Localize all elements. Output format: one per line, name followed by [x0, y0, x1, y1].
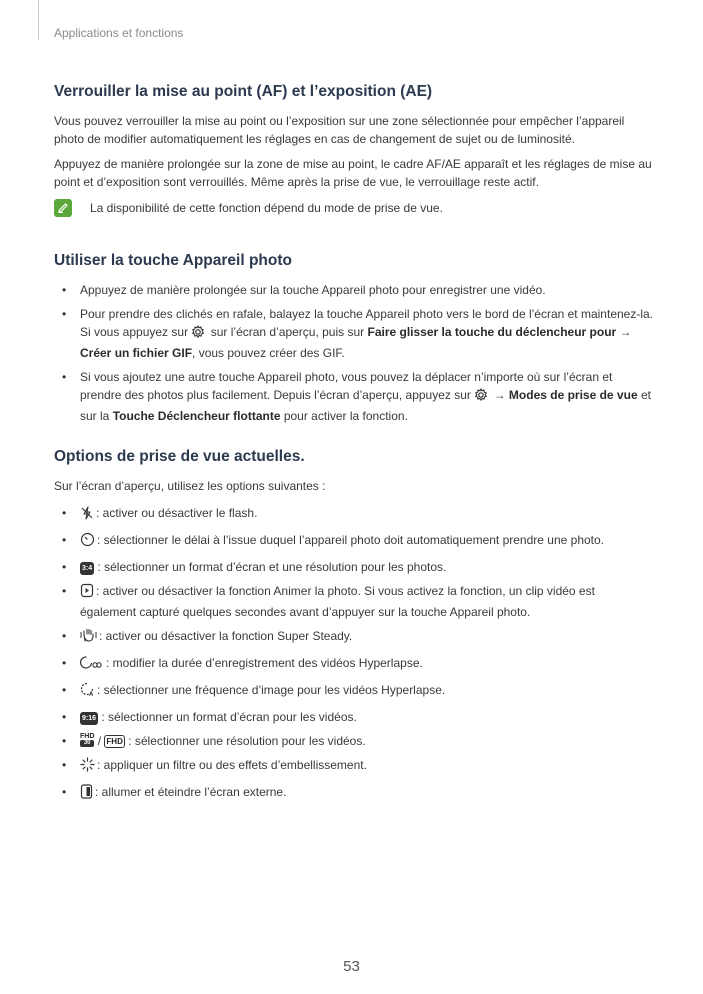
section-title-camera-button: Utiliser la touche Appareil photo	[54, 252, 292, 269]
list-item: • : activer ou désactiver la fonction Super Steady.	[54, 627, 654, 648]
list-item: • Appuyez de manière prolongée sur la touche Appareil photo pour enregistrer une vidéo.	[54, 281, 654, 299]
list-item: • FHD 30 / FHD : sélectionner une résolution pour les vidéos.	[54, 732, 654, 750]
note-pencil-icon	[54, 199, 72, 217]
hyperlapse-duration-icon	[80, 655, 104, 675]
paragraph: Appuyez de manière prolongée sur la zone de mise au point, le cadre AF/AE apparaît et les réglages de mise au point et d’exposition sont verrouillés. Même après la prise de vue, le verrouillage reste actif.	[54, 157, 652, 189]
margin-rule	[38, 0, 39, 40]
list-item: • 3:4 : sélectionner un format d’écran et une résolution pour les photos.	[54, 558, 654, 576]
fhd-icon: FHD	[106, 737, 123, 746]
list-item: • : activer ou désactiver le flash.	[54, 504, 654, 525]
list-item: • Pour prendre des clichés en rafale, balayez la touche Appareil photo vers le bord de l’écran et maintenez-la. Si vous appuyez sur sur l’écran d’aperçu, puis sur Faire glisser la touche du déclencheur pour → Créer un fichier GIF, vous pouvez créer des GIF.	[54, 305, 654, 362]
page-number: 53	[343, 958, 360, 975]
note-text: La disponibilité de cette fonction dépend du mode de prise de vue.	[90, 201, 443, 215]
section-title-options: Options de prise de vue actuelles.	[54, 448, 305, 465]
list-item: • : allumer et éteindre l’écran externe.	[54, 783, 654, 804]
external-screen-icon	[80, 784, 93, 804]
list-item: • A : sélectionner une fréquence d’image pour les vidéos Hyperlapse.	[54, 681, 654, 702]
list-item: • : appliquer un filtre ou des effets d’embellissement.	[54, 756, 654, 777]
svg-text:A: • A	[89, 692, 94, 697]
filter-effects-icon	[80, 757, 95, 777]
settings-gear-icon	[474, 388, 488, 407]
timer-icon	[80, 532, 95, 552]
paragraph: Vous pouvez verrouiller la mise au point ou l’exposition sur une zone sélectionnée pour empêcher l’appareil photo de modifier automatiquement les réglages en cas de changement de sujet ou de luminosité.	[54, 114, 625, 146]
note	[54, 199, 654, 217]
super-steady-hand-icon	[80, 628, 97, 648]
fhd-30-icon: • FHD 30	[80, 733, 95, 746]
ratio-9-16-icon: 9:16	[80, 712, 98, 725]
paragraph: Sur l’écran d’aperçu, utilisez les options suivantes :	[54, 479, 326, 493]
running-header: Applications et fonctions	[54, 26, 184, 40]
list-item: • : sélectionner le délai à l’issue duquel l’appareil photo doit automatiquement prendre une photo.	[54, 531, 654, 552]
list-item: • 9:16 : sélectionner un format d’écran pour les vidéos.	[54, 708, 654, 726]
hyperlapse-fps-icon	[80, 682, 95, 702]
list-item: • Si vous ajoutez une autre touche Appareil photo, vous pouvez la déplacer n’importe où sur l’écran et prendre des photos plus facilement. Depuis l’écran d’aperçu, appuyez sur → Modes de prise de vue et sur la Touche Déclencheur flottante pour activer la fonction.	[54, 368, 654, 425]
list-item: • : activer ou désactiver la fonction Animer la photo. Si vous activez la fonction, un clip vidéo est également capturé quelques secondes avant d’appuyer sur la touche Appareil photo.	[54, 582, 654, 621]
list-item: • : modifier la durée d’enregistrement des vidéos Hyperlapse.	[54, 654, 654, 675]
page-content	[54, 82, 654, 810]
section-title-af-ae: Verrouiller la mise au point (AF) et l’exposition (AE)	[54, 83, 433, 100]
ratio-3-4-icon: 3:4	[80, 562, 94, 575]
motion-photo-icon	[80, 583, 94, 603]
flash-off-icon	[80, 506, 94, 525]
settings-gear-icon	[191, 325, 205, 344]
